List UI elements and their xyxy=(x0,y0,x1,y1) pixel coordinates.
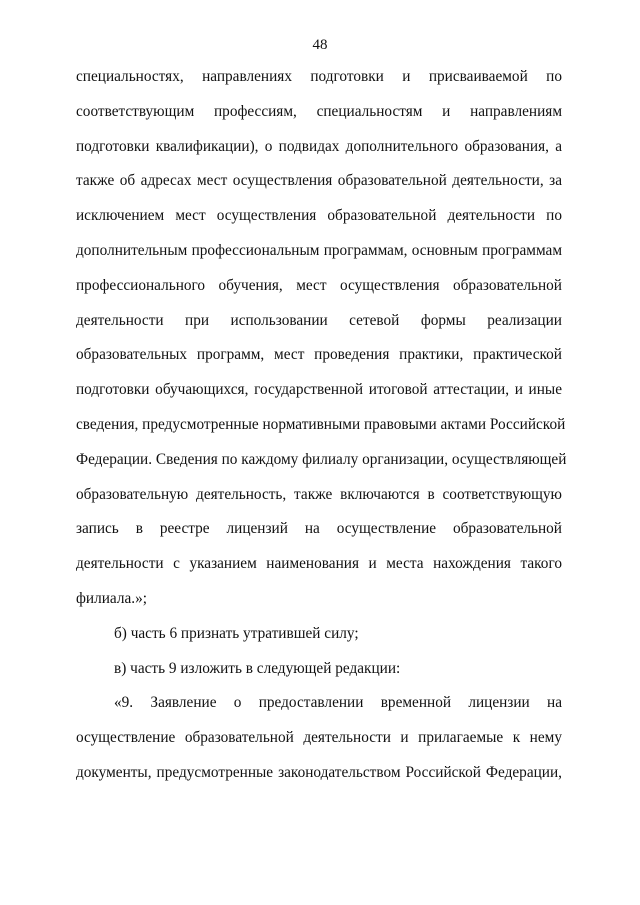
text-line: подготовки обучающихся, государственной итоговой аттестации, и иные xyxy=(76,381,562,399)
text-line: осуществление образовательной деятельности и прилагаемые к нему xyxy=(76,729,562,747)
text-line: филиала.»; xyxy=(76,589,147,607)
text-line: дополнительным профессиональным программам, основным программам xyxy=(76,241,562,259)
text-line: документы, предусмотренные законодательством Российской Федерации, xyxy=(76,763,562,781)
list-item-b: б) часть 6 признать утратившей силу; xyxy=(114,624,359,642)
list-item-v: в) часть 9 изложить в следующей редакции: xyxy=(114,659,401,677)
text-line: образовательных программ, мест проведения практики, практической xyxy=(76,346,562,364)
text-line: исключением мест осуществления образовательной деятельности по xyxy=(76,207,562,225)
page-number: 48 xyxy=(312,37,328,53)
text-line: деятельности с указанием наименования и места нахождения такого xyxy=(76,555,562,573)
document-body xyxy=(76,60,567,791)
text-line: сведения, предусмотренные нормативными правовыми актами Российской xyxy=(76,415,566,433)
text-line: подготовки квалификации), о подвидах дополнительного образования, а xyxy=(76,137,562,155)
text-line: также об адресах мест осуществления образовательной деятельности, за xyxy=(76,172,562,190)
paragraph-9-start: «9. Заявление о предоставлении временной лицензии на xyxy=(114,694,562,712)
text-line: специальностях, направлениях подготовки и присваиваемой по xyxy=(76,68,562,85)
text-line: запись в реестре лицензий на осуществление образовательной xyxy=(76,520,562,538)
text-line: соответствующим профессиям, специальностям и направлениям xyxy=(76,102,562,120)
text-line: образовательную деятельность, также включаются в соответствующую xyxy=(76,485,562,503)
text-line: Федерации. Сведения по каждому филиалу организации, осуществляющей xyxy=(76,450,567,468)
text-line: деятельности при использовании сетевой формы реализации xyxy=(76,311,562,329)
text-line: профессионального обучения, мест осуществления образовательной xyxy=(76,276,562,294)
